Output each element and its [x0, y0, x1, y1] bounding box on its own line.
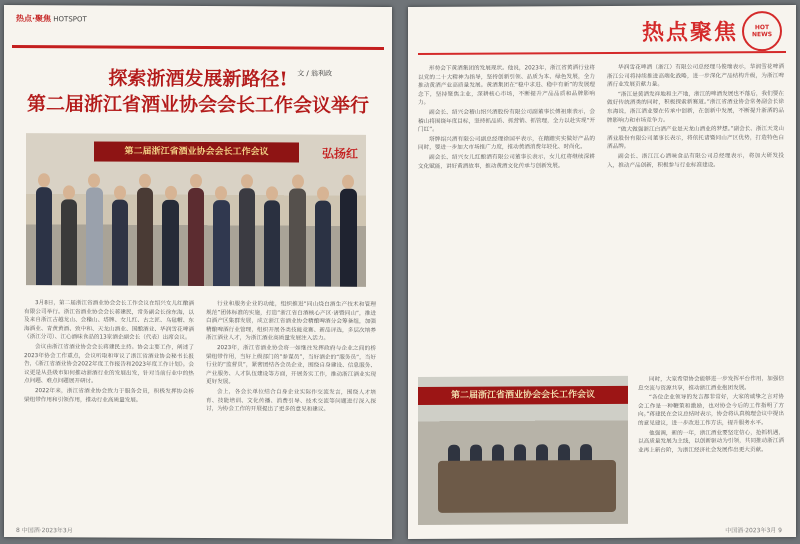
body-columns: [24, 299, 376, 521]
left-page: [4, 5, 392, 539]
paragraph: “做大做强浙江白酒产业是天龙山酒业的梦想。”副会长、浙江天龙山酒业股份有限公司董事长表示，将依托诸暨同山产区优势，打造特色白酒品牌。: [607, 126, 784, 151]
body-column-1: [24, 299, 194, 520]
meeting-table: [438, 460, 616, 513]
person: [134, 168, 157, 286]
paragraph: 3月8日，第二届浙江省酒业协会会长工作会议在绍兴女儿红酿酒有限公司举行。浙江省酒业协会会长蒋建民，常务副会长徐东海，以及来自浙江古越龙山、会稽山、塔牌、女儿红、古之匠、乌毡帽、东海酒业、青黄黄酒、致中和、天龙山酒业、国酿酒业、华润雪花啤酒（浙江分司）、江心酒味食品的13家酒企副会长（代表）出席会议。: [24, 300, 194, 342]
section-header: [16, 13, 87, 24]
paragraph: 副会长、绍兴女儿红酿酒有限公司董事长表示，女儿红将继续深耕文化赋能，讲好黄酒故事，推动黄酒文化传承与创新发展。: [418, 153, 595, 170]
right-page: [408, 5, 796, 539]
people-row: [32, 167, 360, 287]
photo-side-text: 弘扬红: [321, 146, 358, 161]
badge-line2: NEWS: [751, 31, 773, 39]
page-footer: 8 中国酒·2023年3月: [16, 527, 73, 535]
paragraph: 行业和服务企业的功能，组织推进“同山烧白酒生产技术和管理规范”团体标准的实施，打造“浙江省白酒核心产区·诸暨同山”，推进白酒产区集群发展，成立浙江省酒业协会精酿啤酒分会筹备组，加强精酿啤酒行业管理，组织开展各类技能竞赛、新品评选，多层次培养浙江酒业人才，为浙江酒业高质量发展注入活力。: [206, 301, 376, 343]
paragraph: 华润雪花啤酒（浙江）有限公司总经理马俊瑞表示，华润雪花啤酒浙江公司将持续推进高端化战略，进一步深化产品结构升级，为浙江啤酒行业发展贡献力量。: [607, 64, 784, 89]
paragraph: 副会长、浙江江心酒味食品有限公司总经理表示，将加大研发投入，推动产品创新，积极参与行业标准建设。: [607, 152, 784, 169]
paragraph: 塔牌绍兴酒有限公司副总经理徐国平表示，在踏踏实实做好产品的同时，要进一步加大市场推广力度，推动黄酒消费年轻化、时尚化。: [418, 135, 595, 152]
person: [32, 167, 55, 285]
meeting-photo: [418, 376, 628, 525]
badge-line1: HOT: [754, 24, 770, 32]
section-title: 热点聚焦: [641, 19, 738, 46]
person: [83, 167, 106, 285]
person: [108, 168, 131, 286]
page-footer: 中国酒·2023年3月 9: [725, 527, 782, 535]
paragraph: 同时，大家希望协会能够进一步发挥平台作用，加强信息交流与资源共享，推动浙江酒业抱团发展。: [638, 376, 784, 392]
body-column-2: [206, 300, 376, 521]
person: [286, 168, 309, 286]
paragraph: 副会长、绍兴会稽山绍兴酒股份有限公司副董事长傅祖康表示，会稽山将围绕年度目标，坚持抓品质、抓营销、抓管理，全力以赴实现“开门红”。: [418, 109, 595, 134]
byline: 文 / 翁利政: [297, 69, 332, 78]
body-column-1: [418, 64, 595, 377]
person: [210, 168, 233, 286]
person: [311, 169, 334, 287]
header-rule: [418, 51, 786, 55]
person: [261, 168, 284, 286]
body-column-3: [638, 375, 784, 520]
paragraph: “各位企业领导的发言都非常好，大家的诚挚之言对协会工作是一种鞭策和激励，也对协会今后的工作指明了方向。”蒋建民在会议总结时表示，协会将认真梳理会议中提出的意见建议，进一步改进工作方法，提升服务水平。: [638, 394, 784, 427]
header-rule: [12, 45, 384, 50]
person: [235, 168, 258, 286]
paragraph: 会上，各会长单位结合自身企业实际作交流发言，围绕人才培育、技能培训、文化传播、消费引导、技术交流等问题进行深入探讨，为协会工作的开展提出了更多的意见和建议。: [206, 389, 376, 413]
person: [337, 169, 360, 287]
paragraph: 2022年来，浙江省酒业协会致力于服务会员，积极发挥协会桥梁纽带作用和引领作用，推动行业高质量发展。: [24, 388, 194, 404]
person: [57, 167, 80, 285]
article-title-line2: 第二届浙江省酒业协会会长工作会议举行: [26, 93, 369, 117]
paragraph: 2023年，浙江省酒业协会将一如继往发挥政府与企业之间的桥梁纽带作用，当好上级部门的“参谋员”，当好酒企的“服务员”，当好行业的“监督员”，紧密团结各会员企业，围绕自身建设、信息服务、产业服务、人才队伍建设等方面，开展务实工作，推动浙江酒业实现更好发展。: [206, 345, 376, 386]
photo-banner: 第二届浙江省酒业协会会长工作会议: [418, 386, 628, 405]
paragraph: 他强调，新的一年，浙江酒业要坚定信心，抢抓机遇，以高质量发展为主线，以创新驱动为引领，共同推动浙江酒业再上新台阶，为浙江经济社会发展作出更大贡献。: [638, 429, 784, 454]
paragraph: 形势会下黄酒集团的发展现状。他说，2023年，浙江省黄酒行业将以党的二十大精神为指导，坚持创新引领、品质为本、绿色发展，全力推动黄酒产业高质量发展。黄酒集团在“稳中求进、稳中有新”的发展理念下，坚持聚焦主业，深耕核心市场，不断提升产品品质和品牌影响力。: [418, 65, 595, 107]
article-title-line1: 探索浙酒发展新路径!: [108, 67, 288, 91]
body-column-2: [607, 63, 784, 376]
body-columns: [418, 63, 784, 377]
section-label: 热点·聚焦: [16, 14, 52, 24]
photo-banner: 第二届浙江省酒业协会会长工作会议: [94, 141, 299, 162]
paragraph: “浙江是黄酒发祥地和主产地，浙江的啤酒发展也不落后，我们要在做好传统酒类的同时，积极探索新赛道。”浙江省酒业协会常务副会长徐东海说，浙江酒业要在传承中创新，在创新中发展，不断提升浙酒的品牌影响力和市场竞争力。: [607, 90, 784, 124]
hot-news-badge-icon: [742, 11, 782, 51]
person: [159, 168, 182, 286]
group-photo: [26, 133, 366, 287]
paragraph: 会议由浙江省酒业协会会长蒋建民主持。协会主要工作，阐述了2023年协会工作重点，会议听取和审议了浙江省酒业协会秘书长报告，《浙江省酒业协会2022年度工作报告和2023年度工作计划》。会议更是从县级市如何推动浙酒行业的发展出发，针对当前行业中的热点问题、难点问题展开研讨。: [24, 344, 194, 385]
section-label-en: HOTSPOT: [53, 15, 87, 24]
person: [184, 168, 207, 286]
